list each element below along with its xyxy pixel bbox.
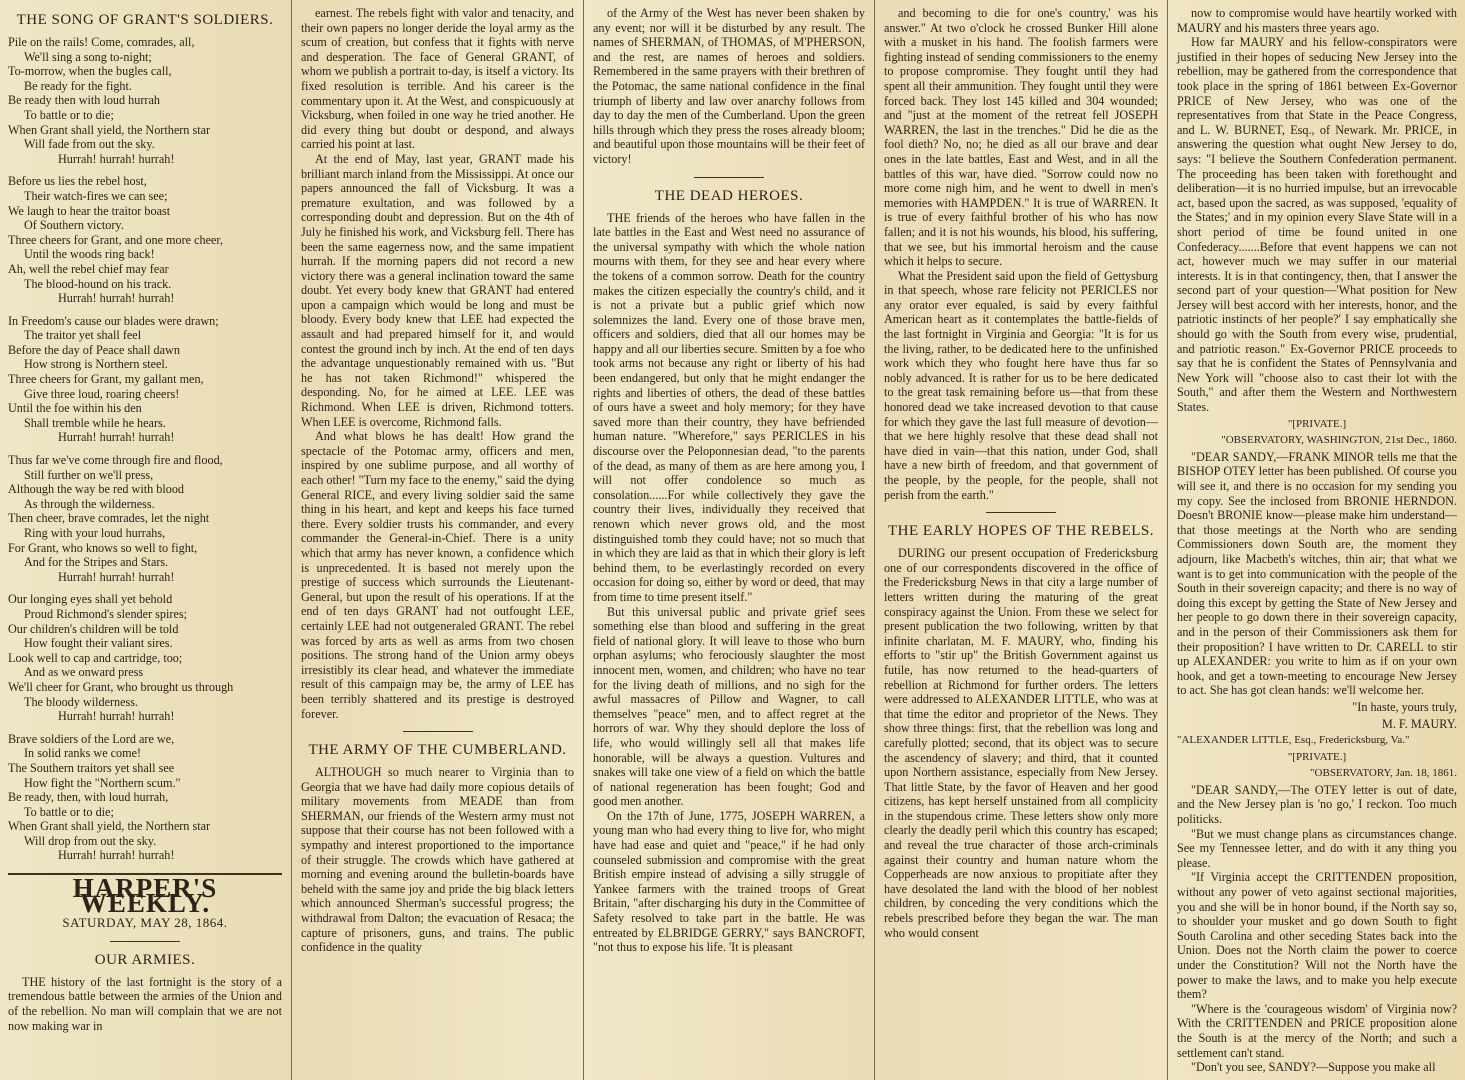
dateline: SATURDAY, MAY 28, 1864. [62,915,228,931]
poem-stanza [8,35,282,166]
article-paragraph: THE friends of the heroes who have fallen in the late battles in the East and West need no assurance of the universal sympathy with which the whole nation mourns with them, for they see and hear every where the tokens of a common sorrow. Death for the country makes the citizen especially the country's child, and it is not a private but a public grief which now solemnizes the land. Every one of those brave men, officers and soldiers, died that all our homes may be happy and all our liberties secure. Smitten by a foe who took arms not because any right or liberty of his had been endangered, but only that he might endanger the rights and liberties of others, the dead of these battles of ours have a sweet and holy memory; for they have saved more than their country, they have befriended human nature. "Wherefore," says PERICLES in his discourse over the Peloponnesian dead, "to the parents of the dead, as many of them as are here among you, I will not offer condolence so much as consolation......For while collectively they gave the country their lives, individually they received that renown which never grows old, and the most distinguished tomb they could have; not so much that in which they are laid as that in which their glory is left behind them, to be everlastingly recorded on every occasion for doing so, either by word or deed, that may from time to time present itself." [593,210,865,604]
poem-line: Will fade from out the sky. [24,137,155,152]
poem-line: We'll cheer for Grant, who brought us through [8,679,234,694]
poem-line: When Grant shall yield, the Northern star [8,122,211,137]
poem-line: How strong is Northern steel. [24,357,168,372]
letter-dateline: "OBSERVATORY, Jan. 18, 1861. [1310,767,1457,780]
article-paragraph: of the Army of the West has never been shaken by any event; nor will it be disturbed by any result. The names of SHERMAN, of THOMAS, of M'PHERSON, and the rest, are names of heroes and soldiers. Remembered in the same prayers with their brethren of the Potomac, the same national confidence in the final triumph of liberty and law over anarchy follows from day to day the men of the Cumberland. Upon the green hills through which they press the roses already bloom; and beautiful upon those mountains will be their feet of victory! [593,6,865,166]
poem-line: We'll sing a song to-night; [24,49,152,64]
poem-line: Thus far we've come through fire and flood, [8,453,223,468]
armies-title: OUR ARMIES. [94,951,196,968]
poem-line: Give three loud, roaring cheers! [24,386,180,401]
letter-dateline: "OBSERVATORY, WASHINGTON, 21st Dec., 1860. [1221,434,1457,447]
column-rule [291,0,292,1080]
poem-line: Be ready then with loud hurrah [8,93,160,108]
poem-stanza [8,453,282,584]
poem-line: Three cheers for Grant, and one more cheer, [8,232,224,247]
poem-line: Hurrah! hurrah! hurrah! [58,569,175,584]
poem [8,35,282,863]
poem-line: Brave soldiers of the Lord are we, [8,731,175,746]
poem-line: Of Southern victory. [24,218,124,233]
article-paragraph: now to compromise would have heartily worked with MAURY and his masters three years ago. [1177,6,1457,35]
article-paragraph: ALTHOUGH so much nearer to Virginia than to Georgia that we have had daily more copious details of military movements from MEADE than from SHERMAN, our friends of the Western army must not suppose that their course has not been followed with a sympathy and interest proportioned to the importance of their struggle. The crowds which have gathered at morning and evening around the bulletin-boards have beheld with the same joy and pride the big black letters which announced Sherman's successful progress; the withdrawal from Dalton; the evacuation of Resaca; the capture of prisoners, guns, and trains. The public confidence in the quality [301,765,574,955]
letter-body: "DEAR SANDY,—The OTEY letter is out of date, and the New Jersey plan is 'no go,' I reckon. Too much politicks. [1177,782,1457,827]
poem-line: Still further on we'll press, [24,467,154,482]
poem-stanza [8,732,282,863]
article-paragraph: DURING our present occupation of Fredericksburg one of our correspondents discovered in the office of the Fredericksburg News in that city a large number of letters written during the maturing of the great conspiracy against the Union. From these we select for present publication the two following, written by that infinite charlatan, M. F. MAURY, who, finding his efforts to "stir up" the British Government against us futile, has now returned to the head-quarters of rebellion at Richmond for further orders. The letters were addressed to ALEXANDER LITTLE, who was at that time the editor and proprietor of the News. They show three things: first, that the rebellion was long and carefully plotted; second, that its object was to secure the ascendency of slavery; and third, that it counted upon Northern assistance, especially from New Jersey. That little State, by the favor of Heaven and her good citizens, has kept herself unstained from all complicity in the stupendous crime. These letters show only more clearly the deadly peril which this country has escaped; and reveal the true character of those arch-criminals against their country and human nature whom the Copperheads are now anxious to propitiate after they have desolated the land with the blood of her noblest children, by conceding the very conditions which the rebels prescribed before they began the war. The man who would consent [884,546,1158,940]
poem-line: Although the way be red with blood [8,482,185,497]
letter-body: "Don't you see, SANDY?—Suppose you make all [1191,1060,1436,1075]
article-paragraph: and becoming to die for one's country,' was his answer." At two o'clock he crossed Bunker Hill alone with a musket in his hand. The foolish farmers were fighting instead of sending commissioners to the enemy to propose compromise. They fought until they had spent all their ammunition. They fought until they were forced back. They lost 145 killed and 304 wounded; and "just at the moment of the retreat fell JOSEPH WARREN, the last in the trenches." Did he die as the fool dieth? No, no; he died as all our brave and dear ones in the late battles, East and West, and in all the battles of this war, have died. "Sorrow could now no more come nigh him, and he went to dwell in men's memories with HAMPDEN." It is true of WARREN. It is true of every faithful brother of his who has now fallen; and it is not his wounds, his blood, his suffering, that we see, but his immortal heroism and the cause which it helps to secure. [884,6,1158,269]
letter-body: "If Virginia accept the CRITTENDEN proposition, without any power of veto against sectional majorities, you and she will be in honor bound, if the North say so, to shoulder your musket and go down South to fight South Carolina and other seceding States back into the Union. Does not the North claim the power to coerce under the Constitution? Will not the North have the power to make the laws, and to make you help execute them? [1177,870,1457,1002]
letter-body: "But we must change plans as circumstances change. See my Tennessee letter, and do with it any thing you please. [1177,826,1457,870]
article-paragraph: earnest. The rebels fight with valor and tenacity, and their own papers no longer deride the loyal army as the scum of creation, but confess that it fights with nerve and desperation. The face of General GRANT, of whom we publish a portrait to-day, is itself a victory. Its fixed resolution is terrible. And his career is the commentary upon it. At the West, and conspicuously at Vicksburg, when foiled in one way he tried another. He did every thing but doubt or despond, and always carried his point at last. [301,6,574,152]
poem-line: How fight the "Northern scum." [24,775,181,790]
poem-line: Will drop from out the sky. [24,833,157,848]
poem-line: Until the woods ring back! [24,247,155,262]
article-paragraph: But this universal public and private grief sees something else than blood and suffering in the great field of national glory. It will leave to those who burn orphan asylums; who ferociously slaughter the most innocent men, women, and children; who have no tear for the living death of millions, and no sigh for the awful massacres of Pillow and Wagner, to call themselves "peace" men, and to affect regret at the horrors of war. Why they should deplore the loss of life, who would willingly sell all that makes life honorable, will be always a question. Vultures and snakes will take one view of a field on which the battle of national regeneration has been fought; God and good men another. [593,604,865,809]
poem-title: THE SONG OF GRANT'S SOLDIERS. [16,12,274,28]
letter-closing: "In haste, yours truly, [1352,699,1457,714]
poem-line: Proud Richmond's slender spires; [24,606,187,621]
poem-line: Be ready for the fight. [24,78,132,93]
column-rule [874,0,875,1080]
masthead: HARPER'S WEEKLY. [8,873,282,910]
poem-line: As through the wilderness. [24,496,155,511]
armies-text: THE history of the last fortnight is the story of a tremendous battle between the armies of the Union and of the rebellion. No man will complain that we are not now making war in [8,974,282,1033]
column-rule [1167,0,1168,1080]
poem-line: Then cheer, brave comrades, let the night [8,511,210,526]
poem-line: The Southern traitors yet shall see [8,760,175,775]
letter-signature: M. F. MAURY. [1382,716,1457,731]
article-paragraph: On the 17th of June, 1775, JOSEPH WARREN, a young man who had every thing to live for, who might have had ease and quiet and "peace," if he had only counseled submission and compromise with the great British empire instead of advising a silly struggle of Yankee farmers with the trained troops of Great Britain, "after discharging his duty in the Committee of Safety resolved to take part in the battle. He was entreated by ELBRIDGE GERRY," says BANCROFT, "not thus to expose his life. 'It is pleasant [593,808,865,955]
column-1 [0,0,290,1080]
poem-line: And for the Stripes and Stars. [24,555,169,570]
poem-line: To-morrow, when the bugles call, [8,64,172,79]
army-cumberland-title: THE ARMY OF THE CUMBERLAND. [308,742,567,759]
poem-line: Until the foe within his den [8,401,142,416]
poem-line: Ring with your loud hurrahs, [24,526,166,540]
poem-line: To battle or to die; [24,107,114,122]
article-paragraph: And what blows he has dealt! How grand the spectacle of the Potomac army, officers and men, inspired by one sublime purpose, and all worthy of each other! "Turn my face to the enemy," said the dying General RICE, and every living soldier said the same thing in his heart, and kept and keeps his face turned there. Every soldier trusts his commander, and every commander the General-in-Chief. There is a unity which that army has never known, a confidence which is unprecedented. It is based not merely upon the prestige of success which surrounds the Lieutenant-General, but upon the result of his operations. If at the end of ten days GRANT had not outfought LEE, certainly LEE had not outgeneraled GRANT. The rebel was forced by arts as well as arms from two chosen positions. The strong hand of the Union army obeys irresistibly its clear head, and whatever the immediate result of this campaign may be, the army of LEE has been terribly shattered and its prestige is destroyed forever. [301,429,574,721]
poem-line: In solid ranks we come! [24,746,142,761]
poem-line: Ah, well the rebel chief may fear [8,261,169,276]
column-rule [583,0,584,1080]
poem-line: Shall tremble while he hears. [24,415,166,430]
column-5 [1169,0,1465,1080]
article-paragraph: At the end of May, last year, GRANT made his brilliant march inland from the Mississippi. At once our papers announced the fall of Vicksburg. It was a premature exultation, and was followed by a corresponding doubt and depression. But on the 4th of July he finished his work, and Vicksburg fell. There has been the same eagerness now, and the same impatient hurrah. If the morning papers did not record a new victory there was a general inclination toward the same doubt. Yet every body knew that GRANT had entered upon a campaign which would be long and must be bloody. Every body knew that LEE had expected the assault and had prepared himself for it, and would contest the ground inch by inch. At the end of ten days the advantage unquestionably remained with us. "But he has not taken Richmond!" whispered the desponding. No, for he aimed at LEE. LEE was Richmond. When LEE is driven, Richmond totters. When LEE is overcome, Richmond falls. [301,151,574,429]
poem-line: Be ready, then, with loud hurrah, [8,790,169,805]
divider [110,941,180,942]
poem-line: To battle or to die; [24,804,114,819]
poem-stanza [8,592,282,723]
poem-line: Hurrah! hurrah! hurrah! [58,430,175,445]
letter-body: "DEAR SANDY,—FRANK MINOR tells me that the BISHOP OTEY letter has been published. Of course you will see it, and there is no occasion for my sending you my copy. See the inclosed from BRONIE HERNDON. Doesn't BRONIE know—please make him understand—that those meetings at the North who are sending Commissioners down South are, the moment they adjourn, like Macbeth's witches, thin air; that what we want is to get into communication with the people of the South in their sovereign capacity; and there is no way of doing this except by getting the State of New Jersey and her people to go down there in their sovereign capacity, and in the person of their Commissioners ask them for their proposition? I have written to Dr. CARELL to stir up ALEXANDER: you write to him as if on your own hook, and get a town-meeting to encourage New Jersey to act. She has got clean hands: we'll welcome her. [1177,449,1457,698]
poem-stanza [8,314,282,445]
letter-private-mark: "[PRIVATE.] [1287,417,1347,430]
letter-address: "ALEXANDER LITTLE, Esq., Fredericksburg, Va." [1177,734,1410,747]
poem-line: The traitor yet shall feel [24,328,142,343]
article-paragraph: How far MAURY and his fellow-conspirators were justified in their hopes of seducing New Jersey into the rebellion, may be gathered from the correspondence that took place in the spring of 1861 between Ex-Governor PRICE of New Jersey, who was one of the representatives from that State in the Peace Congress, and L. W. BURNET, Esq., of Newark. Mr. PRICE, in answering the question what ought New Jersey to do, says: "I believe the Southern Confederation permanent. The proceeding has been taken with forethought and deliberation—it is no hurried impulse, but an irrevocable act, based upon the sacred, as was supposed, 'equality of the States;' and in my opinion every Slave State will in a short period of time be found united in one Confederacy.......Before that event happens we can not act, however much we may suffer in our material interests. It is in that contingency, then, that I answer the second part of your question—'What position for New Jersey will best accord with her interests, honor, and the patriotic instincts of her people?' I say emphatically she should go with the South from every wise, prudential, and patriotic reason." Ex-Governor PRICE proceeds to say that he is confident the States of Pennsylvania and New York will "choose also to cast their lot with the South," and after them the Western and Northwestern States. [1177,35,1457,415]
column-2 [293,0,582,1080]
poem-line: Our longing eyes shall yet behold [8,592,173,607]
poem-line: Hurrah! hurrah! hurrah! [58,291,175,306]
dead-heroes-title: THE DEAD HEROES. [654,187,804,204]
poem-line: Look well to cap and cartridge, too; [8,650,183,665]
poem-line: Our children's children will be told [8,621,179,636]
poem-line: Their watch-fires we can see; [24,188,168,203]
poem-line: And as we onward press [24,665,144,680]
poem-line: For Grant, who knows so well to fight, [8,540,198,555]
poem-line: The blood-hound on his track. [24,276,172,291]
poem-line: Three cheers for Grant, my gallant men, [8,372,204,387]
poem-line: How fought their valiant sires. [24,636,173,651]
article-paragraph: What the President said upon the field of Gettysburg in that speech, whose rare felicity not PERICLES nor any orator ever equaled, is said by every faithful American heart as it contemplates the battle-fields of the last fortnight in Virginia and Georgia: "It is for us the living, rather, to be dedicated here to the unfinished work which they who fought here have thus far so nobly advanced. It is rather for us to be here dedicated to the great task remaining before us—that from these honored dead we take increased devotion to that cause for which they gave the last full measure of devotion—that we here highly resolve that these dead shall not have died in vain—that this nation, under God, shall have a new birth of freedom, and that government of the people, by the people, for the people, shall not perish from the earth." [884,268,1158,502]
poem-line: Hurrah! hurrah! hurrah! [58,151,175,166]
poem-line: In Freedom's cause our blades were drawn; [8,313,219,328]
poem-line: We laugh to hear the traitor boast [8,203,171,218]
poem-line: Hurrah! hurrah! hurrah! [58,848,175,863]
poem-line: Before us lies the rebel host, [8,174,147,189]
poem-stanza [8,174,282,305]
poem-line: Before the day of Peace shall dawn [8,342,180,357]
divider [986,512,1056,513]
poem-line: Pile on the rails! Come, comrades, all, [8,35,195,49]
divider [403,731,473,732]
letter-private-mark: "[PRIVATE.] [1287,750,1347,763]
letter-body: "Where is the 'courageous wisdom' of Virginia now? With the CRITTENDEN and PRICE proposition alone the South is at the mercy of the North; and such a settlement can't stand. [1177,1001,1457,1060]
poem-line: The bloody wilderness. [24,694,139,709]
column-3 [585,0,873,1080]
early-hopes-title: THE EARLY HOPES OF THE REBELS. [887,523,1154,540]
poem-line: When Grant shall yield, the Northern star [8,819,211,834]
divider [694,177,764,178]
poem-line: Hurrah! hurrah! hurrah! [58,709,175,724]
column-4 [876,0,1166,1080]
